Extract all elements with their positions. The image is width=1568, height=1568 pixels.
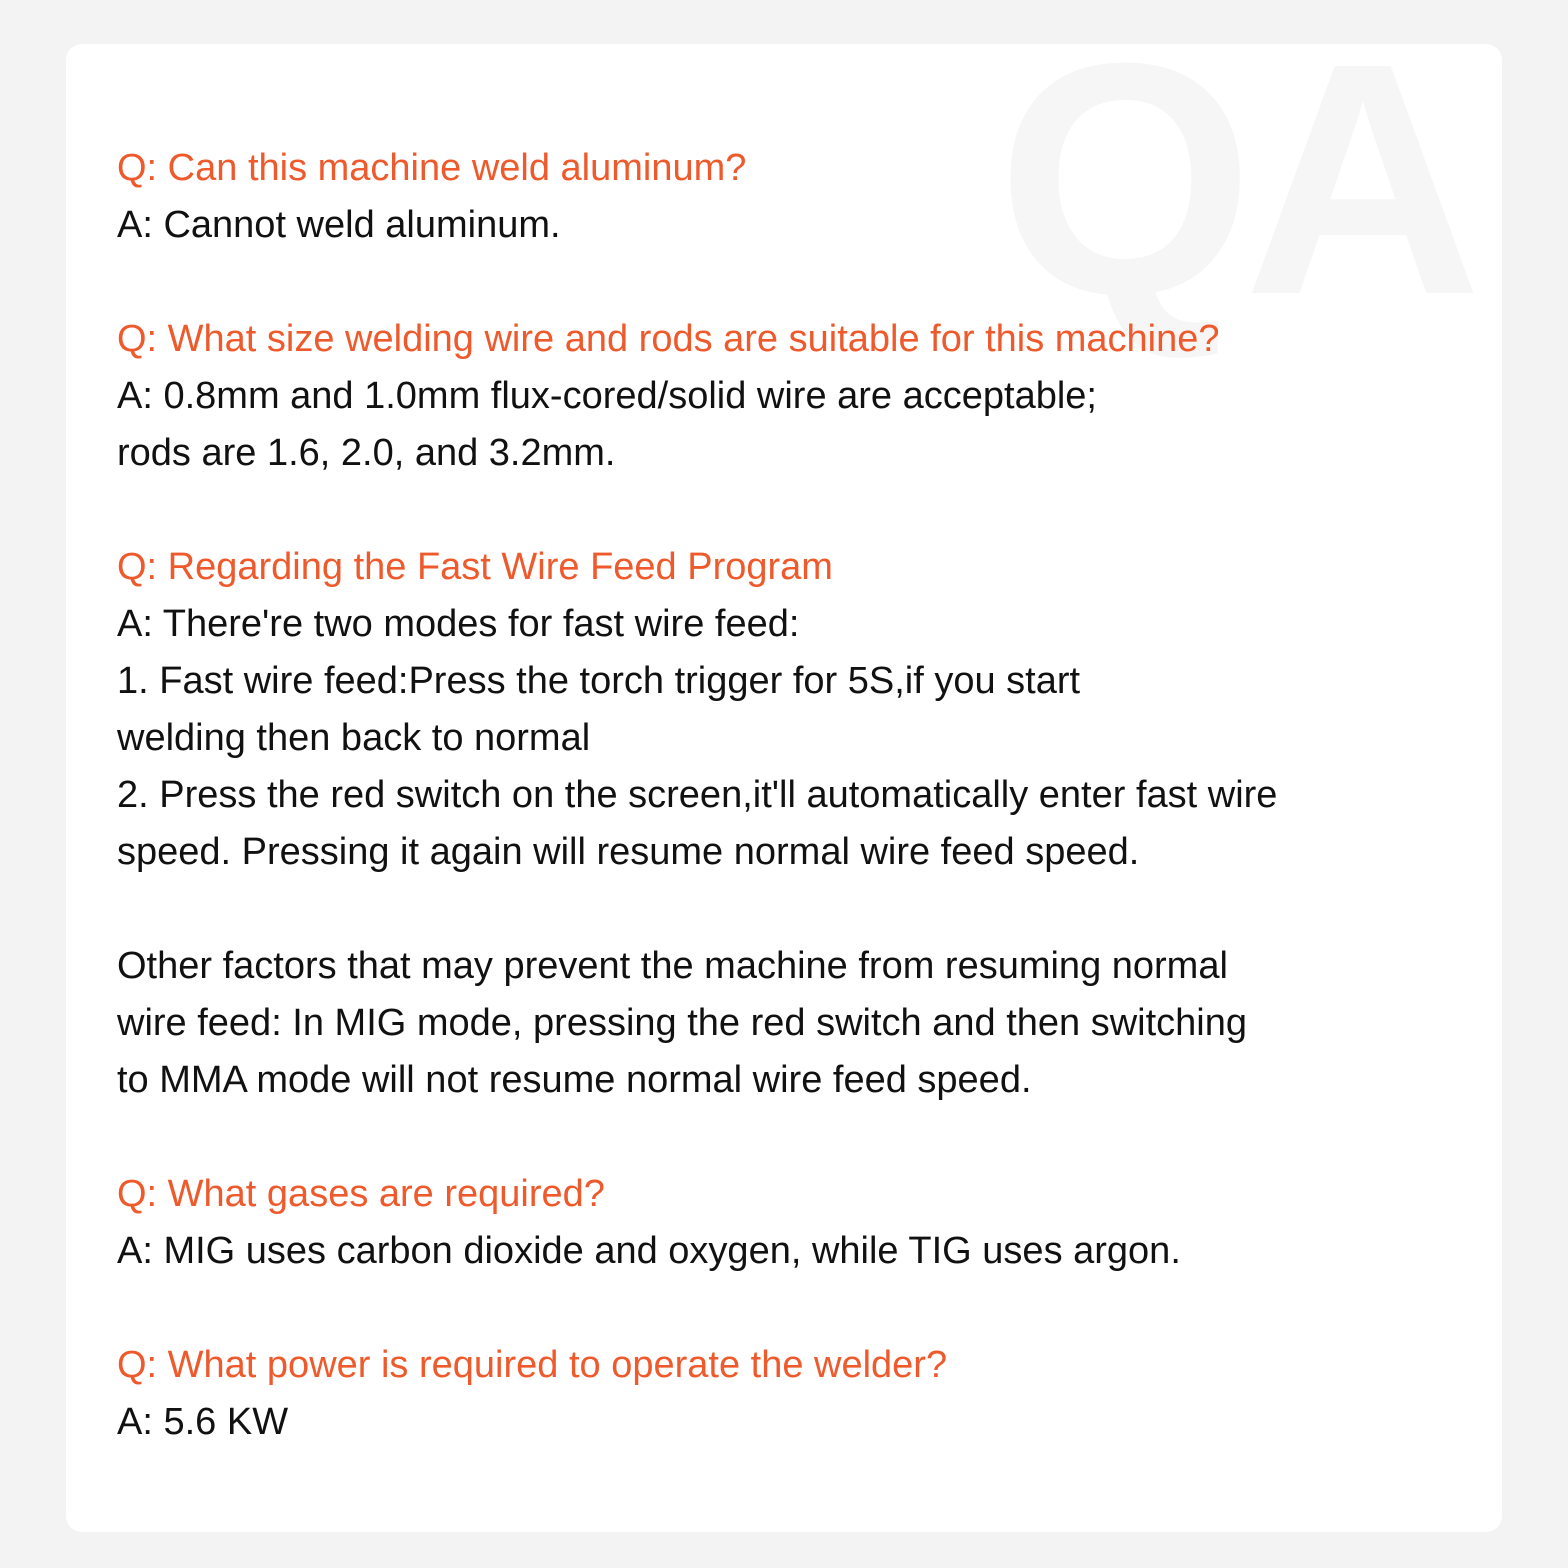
faq-question: Q: Can this machine weld aluminum?: [117, 147, 747, 189]
faq-question: Q: What power is required to operate the welder?: [117, 1344, 948, 1386]
faq-answer: A: There're two modes for fast wire feed: 1. Fast wire feed:Press the torch trigger for 5S,if you start welding then back to normal 2. Press the red switch on the screen,it'll automatically enter fast wire speed. Pressing it again will resume normal wire feed speed.: [117, 603, 1278, 873]
faq-list: [117, 140, 1477, 1508]
faq-card: [66, 44, 1502, 1532]
faq-note: Other factors that may prevent the machine from resuming normal wire feed: In MIG mode, pressing the red switch and then switching to MMA mode will not resume normal wire feed speed.: [117, 945, 1247, 1101]
faq-item-aluminum: [117, 140, 1477, 254]
qa-watermark: QA: [997, 44, 1472, 363]
faq-item-other-factors: [117, 938, 1477, 1109]
faq-item-fast-wire-feed: [117, 539, 1477, 881]
faq-question: Q: What gases are required?: [117, 1173, 605, 1215]
faq-answer: A: MIG uses carbon dioxide and oxygen, while TIG uses argon.: [117, 1230, 1181, 1272]
faq-answer: A: 0.8mm and 1.0mm flux-cored/solid wire are acceptable; rods are 1.6, 2.0, and 3.2mm.: [117, 375, 1097, 474]
faq-question: Q: Regarding the Fast Wire Feed Program: [117, 546, 833, 588]
faq-answer: A: Cannot weld aluminum.: [117, 204, 561, 246]
faq-item-wire-size: [117, 311, 1477, 482]
faq-item-power: [117, 1337, 1477, 1451]
faq-item-gases: [117, 1166, 1477, 1280]
faq-answer: A: 5.6 KW: [117, 1401, 289, 1443]
faq-question: Q: What size welding wire and rods are suitable for this machine?: [117, 318, 1220, 360]
